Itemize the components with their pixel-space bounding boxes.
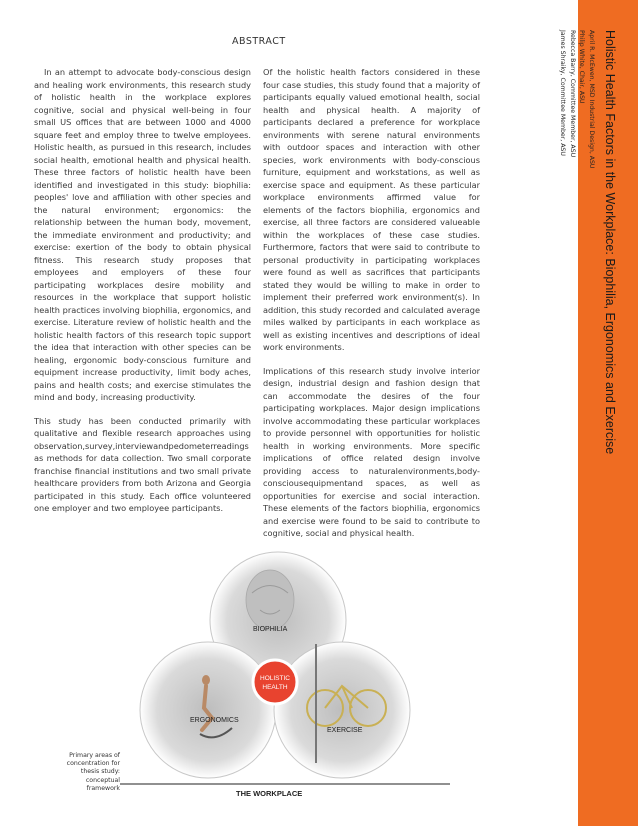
abstract-paragraph: Implications of this research study involve interior design, industrial design and fashion design that can accommodate the desires of the four participating workplaces. Major design implications involve accommodating these particular workplaces to provide personnel with opportunities for holistic health in working environments. More specific implications of office related design involve providing access to naturalenvironments,body-consciousequipmentand spaces, as well as opportunities for exercise and social interaction. These elements of the factors biophilia, ergonomics and exercise were found to be said to contribute to cognitive, social and physical health.: [263, 365, 480, 538]
abstract-paragraph: This study has been conducted primarily with qualitative and flexible research approaches using observation,survey,interviewandpedometerreadings as methods for data collection. Two small corporate franchise financial institutions and two small private healthcare providers from both Arizona and Georgia participated in this study. Each office volunteered one employer and two employee participants.: [34, 415, 251, 513]
credit-line: April R. McEwen, MSD Industrial Design, ASU: [588, 30, 595, 169]
center-label-line1: HOLISTIC: [260, 675, 290, 682]
framework-diagram: [120, 548, 450, 800]
credits-block: [558, 30, 596, 360]
center-label-line2: HEALTH: [262, 684, 288, 691]
caption-line: Primary areas of: [69, 752, 120, 759]
credit-line: James Shraiky, Committee Member, ASU: [559, 30, 567, 156]
caption-line: thesis study:: [80, 768, 120, 776]
workplace-label: THE WORKPLACE: [236, 789, 303, 798]
abstract-column-left: [34, 66, 251, 526]
document-title: Holistic Health Factors in the Workplace: Biophilia, Ergonomics and Exercise: [603, 30, 617, 455]
holistic-health-circle: [253, 660, 297, 704]
caption-line: framework: [86, 784, 120, 792]
abstract-paragraph: In an attempt to advocate body-conscious design and healing work environments, this research study of holistic health in the workplace explores cognitive, social and physical well-being in four small US offices that are between 1000 and 4000 square feet and employ three to twelve employees. Holistic health, as pursued in this research, includes social health, emotional health and physical health. These three factors of holistic health have been identified and investigated in this study: biophilia: peoples' love and affiliation with other species and the natural environment; ergonomics: the relationship between the human body, movement, the immediate environment and productivity; and exercise: exertion of the body to obtain physical fitness. This research study proposes that employees and employers of these four participating workplaces desire mobility and resources in the workplace that support holistic health practices involving biophilia, ergonomics, and exercise. Literature review of holistic health and the holistic health factors of this research topic support the idea that interaction with other species can be healing, ergonomic body-conscious furniture and equipment increase productivity, limit body aches, pains and health costs; and exercise stimulates the mind and body, increasing productivity.: [34, 67, 251, 402]
figure-caption: [56, 752, 120, 793]
abstract-column-right: [263, 66, 480, 551]
section-heading: ABSTRACT: [232, 36, 286, 47]
person-icon: [202, 675, 210, 685]
credit-line: Philip White, Chair, ASU: [578, 30, 586, 104]
caption-line: concentration for: [66, 760, 120, 768]
exercise-label: EXERCISE: [327, 727, 363, 734]
biophilia-label: BIOPHILIA: [253, 626, 288, 633]
ergonomics-circle: [140, 642, 276, 778]
face-sculpture-icon: [246, 570, 294, 630]
caption-line: conceptual: [85, 776, 120, 784]
abstract-paragraph: Of the holistic health factors considered in these four case studies, this study found that a majority of participants equally valued emotional health, social health and physical health. A majority of participants declared a preference for workplace environments with serene natural environments with outdoor spaces and interaction with other species, work environments with body-conscious furniture, equipment and workstations, as well as exercise space and equipment. As these particular workplace environments affirmed value for elements of the factors biophilia, ergonomics and exercise, all three factors are considered valueable within the workplaces of these case studies. Furthermore, factors that were said to contribute to personal productivity in participating workplaces were found as well as sacrifices that participants stated they would be willing to make in order to implement their preferred work environment(s). In addition, this study recorded and calculated average miles walked by participants in each workplace as well as existing incentives and descriptions of ideal work environments.: [263, 67, 480, 352]
credit-line: Rebecca Barry, Committee Member, ASU: [569, 30, 576, 158]
exercise-circle: [274, 642, 410, 778]
ergonomics-label: ERGONOMICS: [190, 717, 239, 724]
